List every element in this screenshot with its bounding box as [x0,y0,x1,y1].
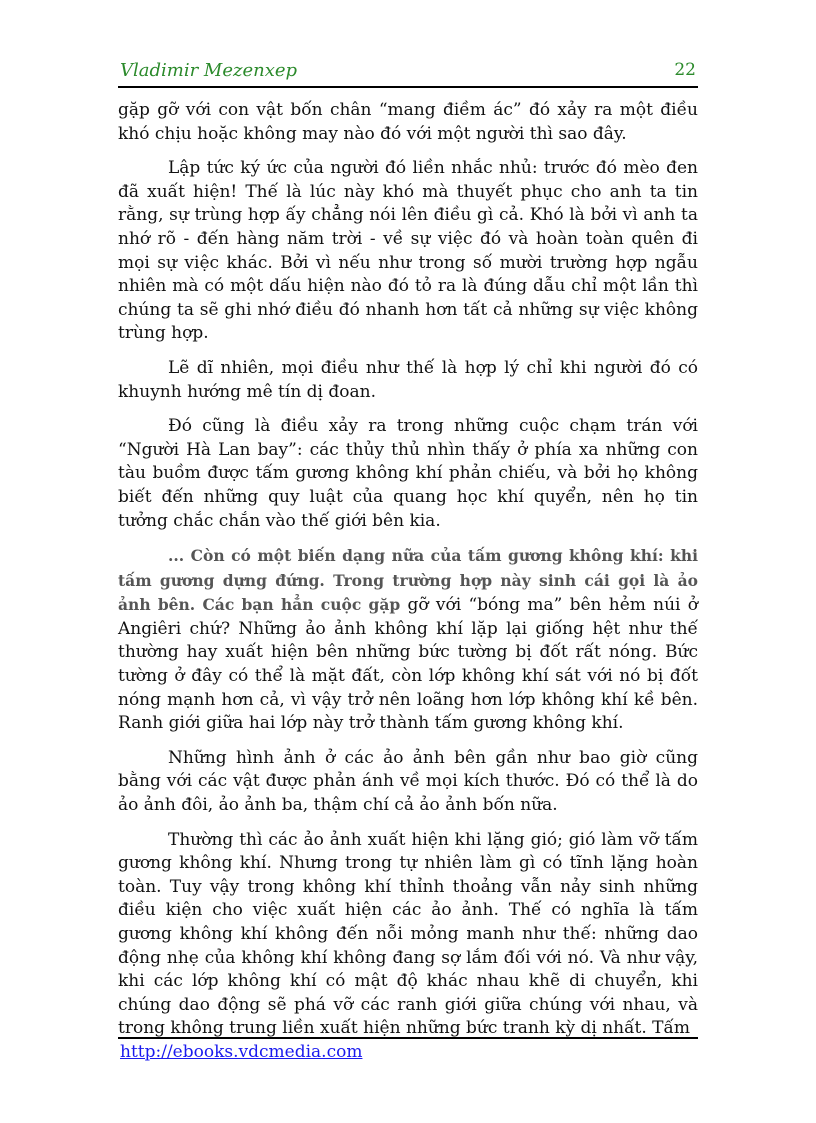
page-number: 22 [674,60,696,80]
footer-divider [118,1037,698,1039]
paragraph: Những hình ảnh ở các ảo ảnh bên gần như bao giờ cũng bằng với các vật được phản ánh về mọi kích thước. Đó có thể là do ảo ảnh đôi, ảo ảnh ba, thậm chí cả ảo ảnh bốn nữa. [118,747,698,816]
paragraph-mixed [118,544,698,736]
paragraph: gặp gỡ với con vật bốn chân “mang điềm ác” đó xảy ra một điều khó chịu hoặc không may nào đó với một người thì sao đây. [118,100,698,144]
paragraph: Thường thì các ảo ảnh xuất hiện khi lặng gió; gió làm vỡ tấm gương không khí. Nhưng trong tự nhiên làm gì có tĩnh lặng hoàn toàn. Tuy vậy trong không khí thỉnh thoảng vẫn nảy sinh những điều kiện cho việc xuất hiện các ảo ảnh. Thế có nghĩa là tấm gương không khí không đến nỗi mỏng manh như thế: những dao động nhẹ của không khí không đang sợ lắm đối với nó. Và như vậy, khi các lớp không khí có mật độ khác nhau khẽ di chuyển, khi chúng dao động sẽ phá vỡ các ranh giới giữa chúng với nhau, và trong không trung liền xuất hiện những bức tranh kỳ dị nhất. Tấm [118,829,698,1039]
page-header [118,58,698,88]
footer-link[interactable]: http://ebooks.vdcmedia.com [120,1042,363,1062]
bold-text: ... Còn có một biến dạng nữa của tấm gương không khí: khi tấm gương dựng đứng. Trong trường hợp này sinh cái gọi là ảo ảnh bên. Các bạn hẳn cuộc gặp [118,546,698,615]
paragraph: Đó cũng là điều xảy ra trong những cuộc chạm trán với “Người Hà Lan bay”: các thủy thủ nhìn thấy ở phía xa những con tàu buồm được tấm gương không khí phản chiếu, và bởi họ không biết đến những quy luật của quang học khí quyển, nên họ tin tưởng chắc chắn vào thế giới bên kia. [118,416,698,531]
body-text [118,99,698,1052]
paragraph: Lẽ dĩ nhiên, mọi điều như thế là hợp lý chỉ khi người đó có khuynh hướng mê tín dị đoan. [118,357,698,402]
paragraph: Lập tức ký ức của người đó liền nhắc nhủ: trước đó mèo đen đã xuất hiện! Thế là lúc này khó mà thuyết phục cho anh ta tin rằng, sự trùng hợp ấy chẳng nói lên điều gì cả. Khó là bởi vì anh ta nhớ rõ - đến hàng năm trời - về sự việc đó và hoàn toàn quên đi mọi sự việc khác. Bởi vì nếu như trong số mười trường hợp ngẫu nhiên mà có một dấu hiện nào đó tỏ ra là đúng dẫu chỉ một lần thì chúng ta sẽ ghi nhớ điều đó nhanh hơn tất cả những sự việc không trùng hợp. [118,158,698,344]
normal-text: gỡ với “bóng ma” bên hẻm núi ở Angiêri chứ? Những ảo ảnh không khí lặp lại giống hệt như thế thường hay xuất hiện bên những bức tường bị đốt rất nóng. Bức tường ở đây có thể là mặt đất, còn lớp không khí sát với nó bị đốt nóng mạnh hơn cả, vì vậy trở nên loãng hơn lớp không khí kề bên. Ranh giới giữa hai lớp này trở thành tấm gương không khí. [118,595,698,734]
author-name: Vladimir Mezenxep [120,60,298,81]
